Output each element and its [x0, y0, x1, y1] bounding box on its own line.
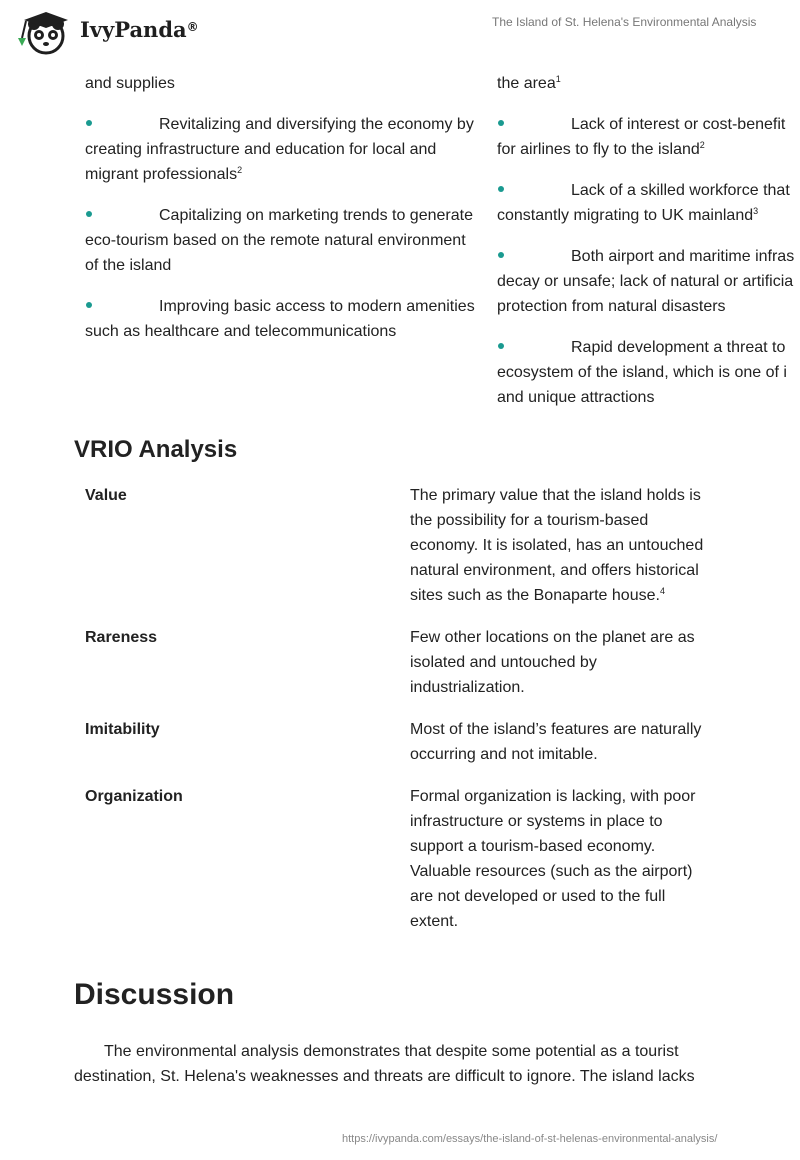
vrio-value-text: Most of the island’s features are naturally occurring and not imitable. — [410, 721, 702, 763]
brand-name[interactable]: IvyPanda® — [80, 17, 199, 42]
list-item: Revitalizing and diversifying the economy by creating infrastructure and education for local and migrant professionals$^2$ — [85, 116, 474, 183]
discussion-paragraph: The environmental analysis demonstrates that despite some potential as a tourist destination, St. Helena's weaknesses and threats are difficult to ignore. The island lacks — [74, 1043, 695, 1085]
footer-url-link[interactable]: https://ivypanda.com/essays/the-island-of-st-helenas-environmental-analysis/ — [342, 1133, 718, 1145]
discussion-heading: Discussion — [74, 978, 235, 1011]
table-row — [85, 717, 725, 767]
vrio-value-text: Formal organization is lacking, with poor infrastructure or systems in place to support a tourism-based economy. Valuable resources (such as the airport) are not developed or used to the full extent. — [410, 788, 696, 930]
vrio-key-imitability: Imitability — [85, 721, 160, 738]
table-row — [85, 625, 725, 700]
swot-right-column — [497, 71, 800, 410]
document-title: The Island of St. Helena's Environmental Analysis — [492, 15, 757, 29]
right-lead-text: the area$^1$ — [497, 74, 561, 92]
swot-left-column — [85, 71, 478, 344]
vrio-value-text: Few other locations on the planet are as isolated and untouched by industrialization. — [410, 629, 695, 696]
bullet-icon — [498, 343, 504, 349]
table-row — [85, 483, 725, 608]
vrio-key-rareness: Rareness — [85, 629, 158, 646]
bullet-icon — [498, 186, 504, 192]
list-item: Improving basic access to modern amenities such as healthcare and telecommunications — [85, 298, 475, 340]
bullet-icon — [86, 120, 92, 126]
list-item: Lack of interest or cost-benefit for airlines to fly to the island$^2$ — [497, 116, 786, 158]
vrio-table — [85, 483, 725, 951]
vrio-value-text: The primary value that the island holds is the possibility for a tourism-based economy. It is isolated, has an untouched natural environment, and offers historical sites such as the Bonaparte house.$^4$ — [410, 487, 704, 604]
bullet-icon — [498, 120, 504, 126]
vrio-key-value: Value — [85, 487, 127, 504]
page-header — [0, 0, 800, 62]
left-lead-text: and supplies — [85, 75, 175, 92]
list-item: Capitalizing on marketing trends to generate eco-tourism based on the remote natural environment of the island — [85, 207, 473, 274]
vrio-heading: VRIO Analysis — [74, 436, 238, 463]
bullet-icon — [498, 252, 504, 258]
bullet-icon — [86, 302, 92, 308]
list-item: Rapid development a threat to ecosystem of the island, which is one of i and unique attractions — [497, 339, 787, 406]
vrio-key-organization: Organization — [85, 788, 183, 805]
bullet-icon — [86, 211, 92, 217]
table-row — [85, 784, 725, 934]
ivypanda-logo-icon[interactable] — [14, 8, 74, 56]
list-item: Lack of a skilled workforce that constantly migrating to UK mainland$^3$ — [497, 182, 790, 224]
list-item: Both airport and maritime infras decay or unsafe; lack of natural or artificia protection from natural disasters — [497, 248, 795, 315]
